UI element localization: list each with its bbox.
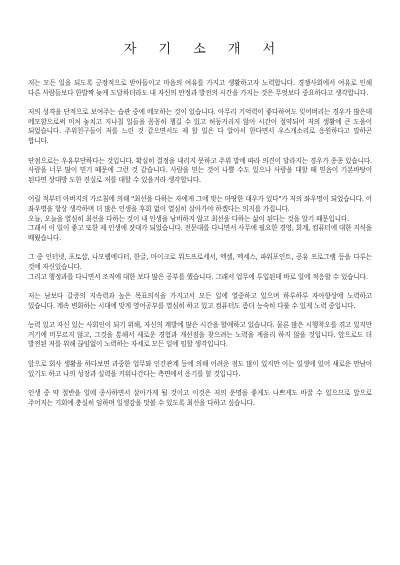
- paragraph-skills: 그 중 인터넷, 포토샵, 나모웹에디터, 한글, 마이크로 워드프로세서, 엑셀, 엑세스, 파워포인트, 공유 프로그램 등을 다루는 것에 자신있습니다.: [28, 253, 372, 271]
- paragraph-intro: 저는 모든 일을 되도록 긍정적으로 받아들이고 마음의 여유를 가지고 생활하고자 노력합니다. 경쟁사회에서 여유로 인해 다른 사람들보다 한발짝 늦게 도달하더라도 내 자신의 안정과 발전의 시간을 가지는 것은 무엇보다 중요하다고 생각합니다.: [28, 79, 372, 97]
- paragraph-motto: 어릴 적부터 아버지의 가르침에 의해 "최선을 다하는 자에게 그에 맞는 마땅한 대우가 있다"가 저의 좌우명이 되었습니다. 이 좌우명을 항상 생각하며 더 많은 인생을 후회 없이 열심히 살아가야 하겠다는 의지를 가집니다.: [28, 195, 372, 213]
- paragraph-development: 능력 있고 자신 있는 사회인이 되기 위해, 자신의 계발에 많은 시간을 할애하고 있습니다. 물론 많은 시행착오를 겪고 있지만 거기에 머무르지 않고, 그것을 통해서 새로운 경험과 개선점을 찾으려는 노력을 게을리 하지 않을 것입니다. 앞으로도 더 발전된 저를 위해 끊임없이 노력하는 자세로 모든 일에 임할 생각입니다.: [28, 321, 372, 349]
- paragraph-today: 오늘, 오늘을 열심히 최선을 다하는 것이 내 인생을 낭비하지 않고 최선을 다하는 삶이 된다는 것을 알기 때문입니다.: [28, 214, 350, 223]
- paragraph-admin: 그리고 행정과를 다니면서 조직에 대한 보다 많은 공부를 했습니다. 그래서 업무에 투입된데 바로 일에 적응할 수 있습니다.: [28, 272, 368, 281]
- document-body: [28, 79, 372, 408]
- document-title: 자 기 소 개 서: [123, 42, 285, 57]
- paragraph-company-life: 앞으로 회사 생활을 하다보면 과중한 업무와 인간관계 등에 의해 어려운 점도 많이 있지만 이는 일생에 있어 새로운 만남이 있기도 하고 나의 성장과 실력을 키워나간다는 측면에서 응기를 할 것입니다.: [28, 360, 372, 378]
- paragraph-weakness: 단점으로는 우유부단하다는 것입니다. 확실히 결정을 내리지 못하고 주위 말에 따라 의견이 달라지는 경우가 종종 있습니다. 사람을 너무 많이 믿기 때문에 그런 것 같습니다. 사람을 믿는 것이 나쁠 수도 있으나 사람을 대할 때 믿음이 기본바탕이 된다면 상대방 도한 진실로 저를 대할 수 있을거라 생각합니다.: [28, 156, 372, 184]
- paragraph-effort: 저는 남보다 갈증의 지속력과 높은 목표의식을 가지고서 모든 일에 열중하고 있으며 하루하루 자아향상에 노력하고 있습니다. 계속 변화하는 시대에 맞게 영어공부를 열심히 하고 있고 컴퓨터도 좀더 능숙히 다룰 수 있게 노력 중입니다.: [28, 292, 372, 310]
- paragraph-education: 그래서 이 일이 좋고 또한 제 인생에 잣대가 되었습니다. 전문대를 다니면서 사무에 필요한 경영, 회계, 컴퓨터에 대한 지식을 배웠습니다.: [28, 224, 372, 242]
- paragraph-closing: 인생 중 약 절반을 일에 종사하면서 살아가게 될 것이고 이것은 저의 운명을 좋게도 나쁘게도 바꿀 수 있으므로 앞으로 주어지는 기회에 충실히 임하며 일생감을 맛볼 수 있도록 최선을 다하고 싶습니다.: [28, 389, 372, 407]
- paragraph-memo-habit: 저의 성격을 단적으로 보여주는 습관 중에 메모하는 것이 있습니다. 아무리 기억력이 좋다하여도 잊어버리는 경우가 많은데 메모함으로써 미처 놓치고 지나칠 일들을 꼼꼼히 챙길 수 있고 허둥거리지 않아 시간이 절약되어 저의 생활에 큰 도움이 되었습니다. 주위친구들이 저를 느린 것 같으면서도 제 할 일은 다 알아서 한다면서 우스개소리로 응원하다고 말하곤 합니다.: [28, 108, 372, 145]
